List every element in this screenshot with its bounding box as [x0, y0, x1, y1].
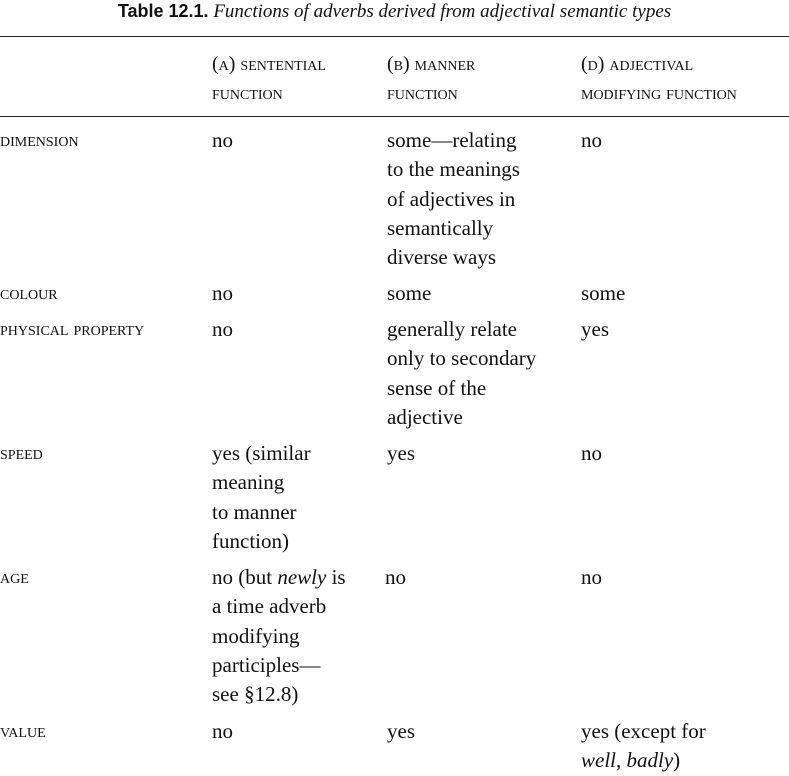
row-label: dimension: [0, 129, 79, 151]
cell-sentential: no: [212, 281, 233, 305]
cell-manner: some: [387, 281, 432, 305]
table-title: Functions of adverbs derived from adjectival semantic types: [213, 1, 672, 22]
table-caption: [0, 0, 789, 23]
table-number: Table 12.1.: [117, 1, 209, 21]
row-label: speed: [0, 442, 43, 464]
cell-manner: some—relating to the meanings of adjectives in semantically diverse ways: [387, 128, 520, 270]
row-label: value: [0, 720, 46, 742]
cell-manner: yes: [387, 719, 415, 743]
cell-adjectival: no: [581, 441, 602, 465]
header-rule: [0, 116, 789, 117]
row-label: physical property: [0, 318, 145, 340]
cell-sentential: no: [212, 719, 233, 743]
column-header-sentential: (a) sentential function: [212, 53, 326, 104]
cell-adjectival: yes (except for well, badly): [581, 719, 706, 773]
cell-adjectival: no: [581, 128, 602, 152]
column-header-manner: (b) manner function: [387, 53, 476, 104]
cell-adjectival: some: [581, 281, 626, 305]
top-rule: [0, 36, 789, 37]
cell-sentential: no: [212, 317, 233, 341]
row-label: colour: [0, 282, 58, 304]
cell-manner: yes: [387, 441, 415, 465]
emphasis-well: well: [581, 748, 616, 773]
cell-adjectival: yes: [581, 317, 609, 341]
cell-sentential: yes (similar meaning to manner function): [212, 441, 311, 553]
row-label: age: [0, 566, 29, 588]
cell-manner: no: [385, 565, 406, 589]
cell-manner: generally relate only to secondary sense of the adjective: [387, 317, 537, 429]
emphasis-newly: newly: [277, 565, 327, 589]
cell-sentential: no: [212, 128, 233, 152]
column-header-adjectival: (d) adjectival modifying function: [581, 53, 737, 104]
cell-sentential: no (but newly is a time adverb modifying participles— see §12.8): [212, 565, 346, 707]
cell-adjectival: no: [581, 565, 602, 589]
emphasis-badly: badly: [626, 748, 674, 773]
